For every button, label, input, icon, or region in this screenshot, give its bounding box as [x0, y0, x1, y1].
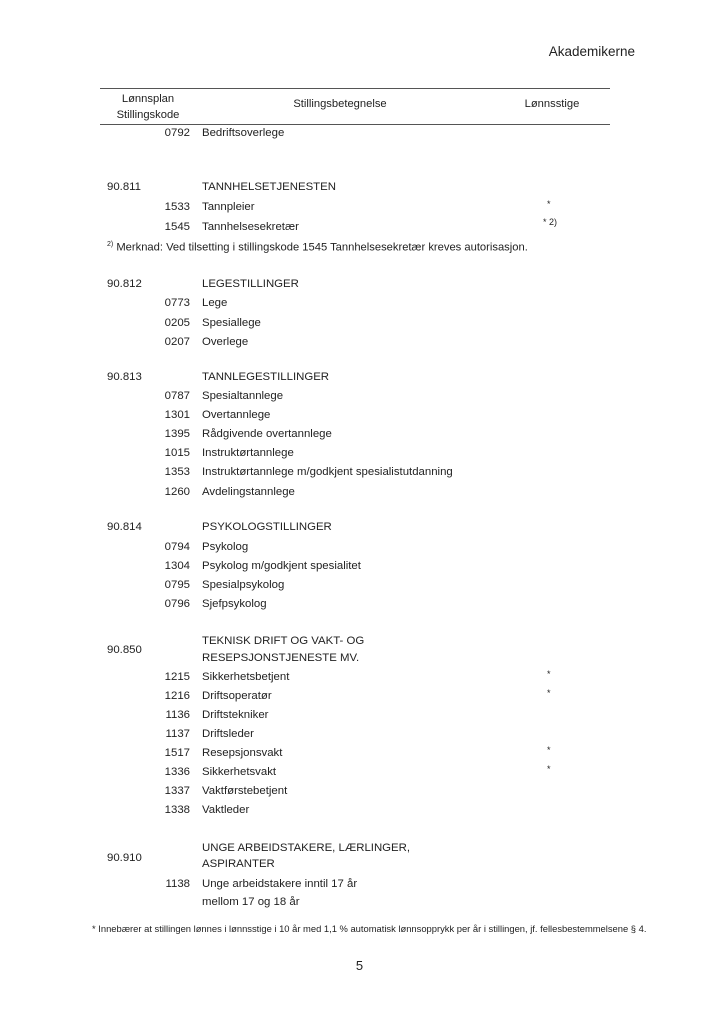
title-1260: Avdelingstannlege: [202, 486, 295, 498]
code-1338: 1338: [164, 804, 190, 816]
code-1015: 1015: [164, 447, 190, 459]
category-unge-arbeidstakere-line1: UNGE ARBEIDSTAKERE, LÆRLINGER,: [202, 842, 411, 854]
code-0796: 0796: [164, 598, 190, 610]
code-1138: 1138: [165, 878, 190, 890]
mark-1545: * 2): [543, 217, 558, 227]
code-0773: 0773: [164, 297, 190, 309]
category-legestillinger: LEGESTILLINGER: [202, 278, 299, 290]
title-1136: Driftstekniker: [202, 709, 269, 721]
mark-1517: *: [547, 745, 551, 755]
title-0795: Spesialpsykolog: [202, 579, 285, 591]
header-stillingsbetegnelse: Stillingsbetegnelse: [293, 98, 387, 110]
code-0787: 0787: [164, 390, 190, 402]
title-1533: Tannpleier: [202, 201, 255, 213]
code-1517: 1517: [164, 747, 190, 759]
code-1336: 1336: [164, 766, 190, 778]
title-0796: Sjefpsykolog: [202, 598, 267, 610]
title-0207: Overlege: [202, 336, 249, 348]
code-1353: 1353: [164, 466, 190, 478]
code-0207: 0207: [164, 336, 190, 348]
title-0205: Spesiallege: [202, 317, 261, 329]
title-1395: Rådgivende overtannlege: [202, 428, 332, 440]
code-1337: 1337: [164, 785, 190, 797]
note-text: Merknad: Ved tilsetting i stillingskode 1545 Tannhelsesekretær kreves autorisasjon.: [116, 241, 528, 254]
title-1138-line2: mellom 17 og 18 år: [202, 896, 300, 908]
category-tannlegestillinger: TANNLEGESTILLINGER: [202, 371, 330, 383]
title-1301: Overtannlege: [202, 409, 271, 421]
code-1301: 1301: [164, 409, 190, 421]
merknad-note: [107, 241, 528, 254]
header-lonnsplan: [100, 91, 196, 123]
plan-90-812: 90.812: [107, 278, 142, 290]
table-header-rule: [100, 124, 610, 125]
title-0773: Lege: [202, 297, 228, 309]
table-top-rule: [100, 88, 610, 89]
code-0792: 0792: [164, 127, 190, 139]
code-0795: 0795: [164, 579, 190, 591]
header-lonnsplan-line2: Stillingskode: [116, 109, 180, 121]
category-tannhelsetjenesten: TANNHELSETJENESTEN: [202, 181, 336, 193]
code-1533: 1533: [164, 201, 190, 213]
code-0205: 0205: [164, 317, 190, 329]
category-teknisk-drift-line2: RESEPSJONSTJENESTE MV.: [202, 652, 360, 664]
title-0787: Spesialtannlege: [202, 390, 284, 402]
plan-90-910: 90.910: [107, 852, 142, 864]
title-1545: Tannhelsesekretær: [202, 221, 299, 233]
mark-1216: *: [547, 688, 551, 698]
plan-90-813: 90.813: [107, 371, 142, 383]
code-1260: 1260: [164, 486, 190, 498]
mark-1533: *: [547, 199, 551, 209]
title-1015: Instruktørtannlege: [202, 447, 294, 459]
plan-90-850: 90.850: [107, 644, 142, 656]
category-unge-arbeidstakere-line2: ASPIRANTER: [202, 858, 275, 870]
title-1337: Vaktførstebetjent: [202, 785, 288, 797]
plan-90-814: 90.814: [107, 521, 142, 533]
code-1395: 1395: [164, 428, 190, 440]
plan-90-811: 90.811: [107, 181, 141, 193]
code-1304: 1304: [164, 560, 190, 572]
page-number: 5: [355, 958, 364, 973]
code-1136: 1136: [165, 709, 190, 721]
organization-name: Akademikerne: [548, 44, 635, 59]
footnote: * Innebærer at stillingen lønnes i lønnsstige i 10 år med 1,1 % automatisk lønnsopprykk per år i stillingen, jf. fellesbestemmelsene § 4.: [92, 923, 647, 934]
title-1138-line1: Unge arbeidstakere inntil 17 år: [202, 878, 358, 890]
header-lonnsplan-line1: Lønnsplan: [121, 93, 175, 105]
header-lonnsstige: Lønnsstige: [524, 98, 580, 110]
code-0794: 0794: [164, 541, 190, 553]
category-teknisk-drift-line1: TEKNISK DRIFT OG VAKT- OG: [202, 635, 365, 647]
title-0792: Bedriftsoverlege: [202, 127, 285, 139]
note-superscript: 2): [107, 241, 114, 248]
code-1137: 1137: [165, 728, 190, 740]
title-0794: Psykolog: [202, 541, 249, 553]
title-1137: Driftsleder: [202, 728, 254, 740]
category-psykologstillinger: PSYKOLOGSTILLINGER: [202, 521, 332, 533]
title-1216: Driftsoperatør: [202, 690, 272, 702]
title-1304: Psykolog m/godkjent spesialitet: [202, 560, 361, 572]
code-1545: 1545: [164, 221, 190, 233]
title-1517: Resepsjonsvakt: [202, 747, 283, 759]
code-1215: 1215: [164, 671, 190, 683]
mark-1336: *: [547, 764, 551, 774]
title-1336: Sikkerhetsvakt: [202, 766, 277, 778]
title-1353: Instruktørtannlege m/godkjent spesialistutdanning: [202, 466, 453, 478]
code-1216: 1216: [164, 690, 190, 702]
title-1338: Vaktleder: [202, 804, 250, 816]
mark-1215: *: [547, 669, 551, 679]
title-1215: Sikkerhetsbetjent: [202, 671, 290, 683]
